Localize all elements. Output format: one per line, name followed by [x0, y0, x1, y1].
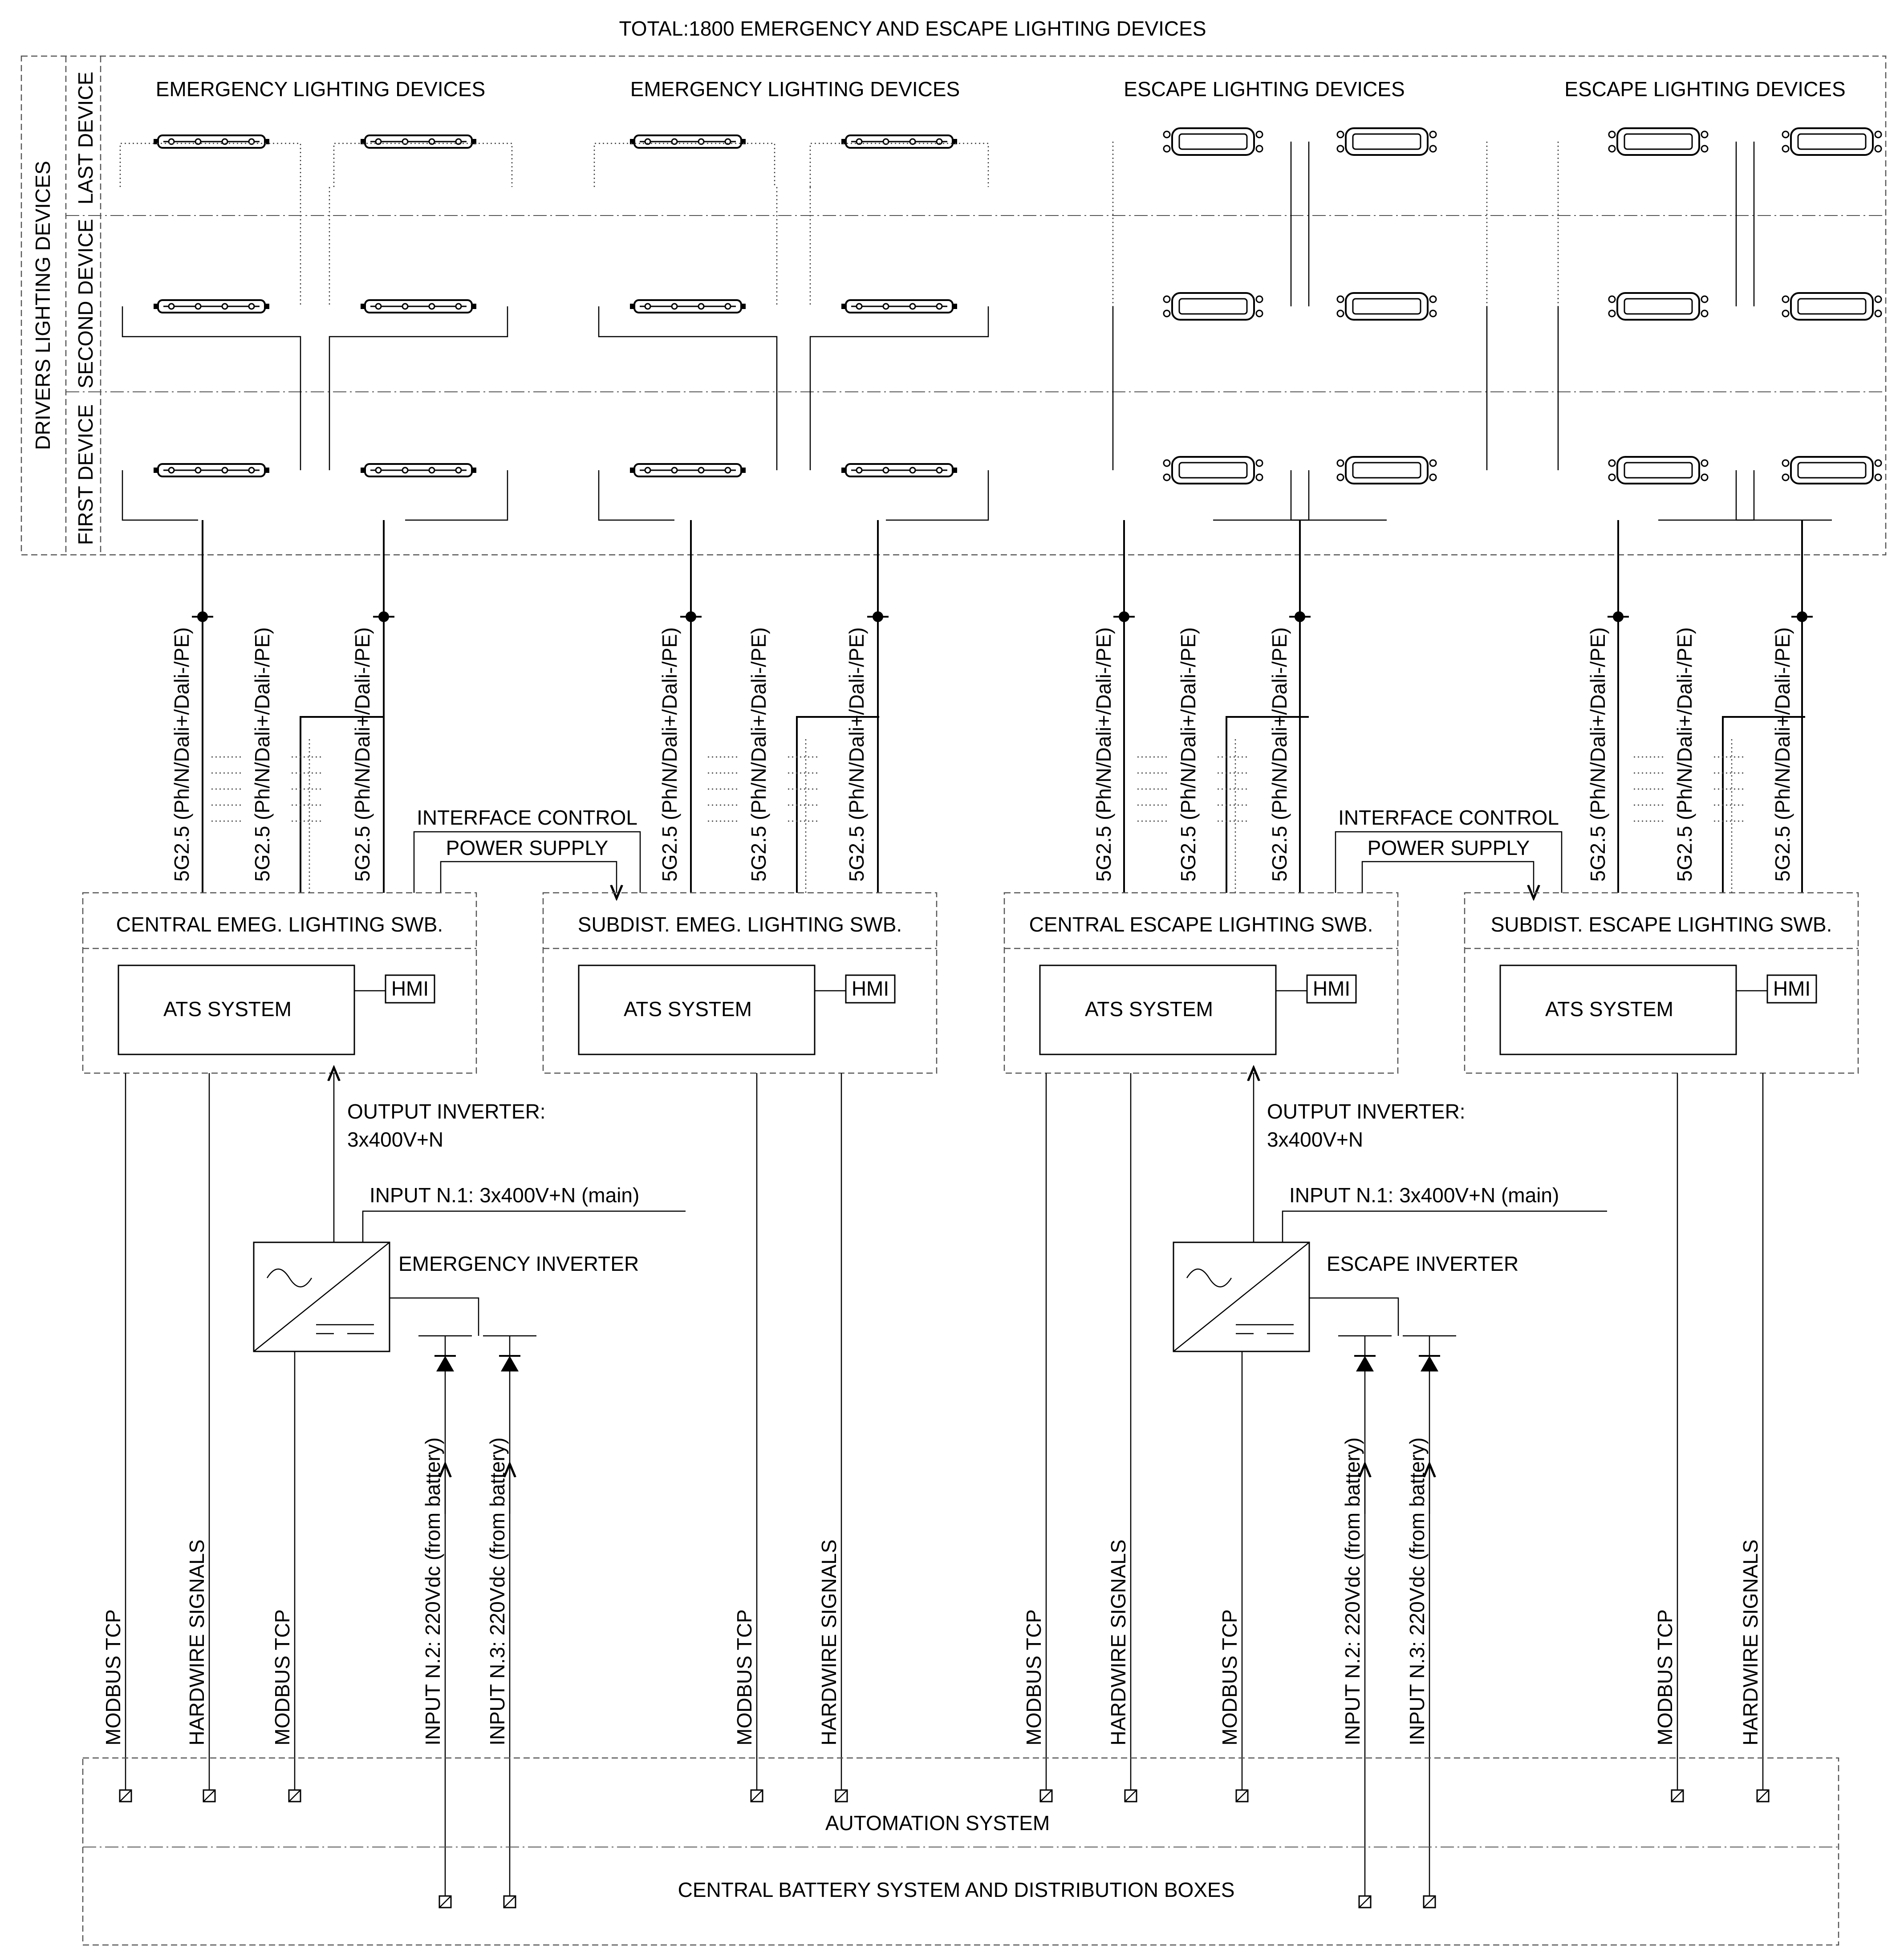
switchboard-3: [1004, 893, 1398, 1073]
signal-label: HARDWIRE SIGNALS: [1739, 1539, 1762, 1745]
cable-label: 5G2.5 (Ph/N/Dali+/Dali-/PE): [351, 627, 374, 882]
hmi-label: HMI: [1312, 977, 1351, 1000]
feeder-4: [845, 520, 889, 893]
escape-light-fixture: [1337, 457, 1436, 484]
cable-label: 5G2.5 (Ph/N/Dali+/Dali-/PE): [747, 627, 770, 882]
cable-label: 5G2.5 (Ph/N/Dali+/Dali-/PE): [658, 627, 681, 882]
input-main-label: INPUT N.1: 3x400V+N (main): [1289, 1184, 1559, 1207]
ats-system-label: ATS SYSTEM: [1085, 997, 1213, 1021]
signal-label: HARDWIRE SIGNALS: [817, 1539, 840, 1745]
switchboard-title: SUBDIST. ESCAPE LIGHTING SWB.: [1490, 913, 1832, 936]
signal-modbus-13: [1653, 1073, 1683, 1802]
signal-input2-11: [1341, 1371, 1371, 1908]
switchboard-title: CENTRAL EMEG. LIGHTING SWB.: [116, 913, 443, 936]
lighting-devices: [120, 128, 1904, 520]
switchboard-2: [543, 893, 937, 1073]
cable-label: 5G2.5 (Ph/N/Dali+/Dali-/PE): [845, 627, 868, 882]
drivers-lighting-devices-label: DRIVERS LIGHTING DEVICES: [31, 161, 54, 450]
hmi-label: HMI: [1773, 977, 1811, 1000]
emergency-light-fixture: [154, 135, 269, 148]
inverters: [254, 1073, 1607, 1371]
escape-light-fixture: [1337, 128, 1436, 155]
escape-light-fixture: [1164, 293, 1263, 320]
feeder-7: [1586, 520, 1629, 893]
cable-label: 5G2.5 (Ph/N/Dali+/Dali-/PE): [1177, 627, 1200, 882]
inverter-label: EMERGENCY INVERTER: [398, 1252, 639, 1275]
escape-light-fixture: [1164, 128, 1263, 155]
feeder-cables: [170, 520, 1813, 893]
escape-light-fixture: [1337, 293, 1436, 320]
signal-label: MODBUS TCP: [1022, 1609, 1045, 1745]
chain-wire-last: [594, 143, 775, 187]
chain-wire-last: [120, 143, 300, 187]
emergency-light-fixture: [154, 464, 269, 476]
feeder-3: [658, 520, 702, 893]
output-inverter-value: 3x400V+N: [1267, 1128, 1364, 1151]
signal-label: HARDWIRE SIGNALS: [185, 1539, 208, 1745]
group-title-4: ESCAPE LIGHTING DEVICES: [1564, 77, 1846, 101]
row-label-last-device: LAST DEVICE: [74, 71, 97, 205]
output-inverter-label: OUTPUT INVERTER:: [1267, 1100, 1466, 1123]
signal-label: INPUT N.2: 220Vdc (from battery): [1341, 1437, 1364, 1745]
ats-system-label: ATS SYSTEM: [624, 997, 752, 1021]
inverter-2: [1173, 1073, 1607, 1371]
feeder-2: [351, 520, 394, 893]
signal-hardwire-9: [1107, 1073, 1137, 1802]
cable-label: 5G2.5 (Ph/N/Dali+/Dali-/PE): [170, 627, 193, 882]
emergency-light-fixture: [841, 135, 957, 148]
signal-modbus-8: [1022, 1073, 1052, 1802]
switchboard-1: [83, 893, 476, 1073]
row-label-second-device: SECOND DEVICE: [74, 219, 97, 389]
interface-control-label-2: INTERFACE CONTROL: [1338, 806, 1559, 829]
hmi-label: HMI: [851, 977, 889, 1000]
signal-input2-4: [421, 1371, 451, 1908]
chain-wire-first: [599, 470, 674, 520]
output-inverter-label: OUTPUT INVERTER:: [347, 1100, 546, 1123]
emergency-light-fixture: [841, 464, 957, 476]
signal-label: INPUT N.3: 220Vdc (from battery): [486, 1437, 509, 1745]
diode-2: [483, 1336, 536, 1371]
signal-label: MODBUS TCP: [101, 1609, 125, 1745]
inverter-label: ESCAPE INVERTER: [1327, 1252, 1519, 1275]
emergency-light-fixture: [361, 464, 476, 476]
output-inverter-value: 3x400V+N: [347, 1128, 444, 1151]
emergency-light-fixture: [361, 300, 476, 313]
group-title-3: ESCAPE LIGHTING DEVICES: [1124, 77, 1405, 101]
switchboards: [83, 893, 1858, 1073]
cable-label: 5G2.5 (Ph/N/Dali+/Dali-/PE): [1673, 627, 1696, 882]
diode-triangle: [501, 1356, 519, 1371]
chain-wire-first: [405, 470, 507, 520]
feeder-1: [170, 520, 213, 893]
input-main-label: INPUT N.1: 3x400V+N (main): [369, 1184, 640, 1207]
interface-control-label-1: INTERFACE CONTROL: [417, 806, 637, 829]
chain-wire-last: [334, 143, 512, 187]
signal-hardwire-2: [185, 1073, 215, 1802]
escape-light-fixture: [1164, 457, 1263, 484]
power-supply-label-1: POWER SUPPLY: [446, 836, 609, 859]
signal-label: INPUT N.2: 220Vdc (from battery): [421, 1437, 444, 1745]
signal-hardwire-7: [817, 1073, 847, 1802]
signal-input3-12: [1405, 1371, 1435, 1908]
escape-light-fixture: [1782, 128, 1881, 155]
cable-label: 5G2.5 (Ph/N/Dali+/Dali-/PE): [1586, 627, 1609, 882]
signal-modbus-3: [271, 1351, 300, 1802]
diode-bus: [1309, 1298, 1398, 1336]
diode-2: [1403, 1336, 1456, 1371]
feeder-6: [1268, 520, 1311, 893]
emergency-light-fixture: [630, 135, 746, 148]
escape-light-fixture: [1782, 293, 1881, 320]
chain-wire-first: [122, 470, 198, 520]
switchboard-title: CENTRAL ESCAPE LIGHTING SWB.: [1029, 913, 1373, 936]
diode-1: [418, 1336, 472, 1371]
signal-label: MODBUS TCP: [271, 1609, 294, 1745]
emergency-light-fixture: [361, 135, 476, 148]
input-main-line: [1283, 1211, 1607, 1242]
power-supply-label-2: POWER SUPPLY: [1367, 836, 1530, 859]
hmi-label: HMI: [391, 977, 429, 1000]
ats-system-label: ATS SYSTEM: [1545, 997, 1673, 1021]
cable-label: 5G2.5 (Ph/N/Dali+/Dali-/PE): [1268, 627, 1291, 882]
chain-wire-second-first: [122, 306, 300, 470]
chain-wire-second-first: [810, 306, 988, 470]
diagram-title: TOTAL:1800 EMERGENCY AND ESCAPE LIGHTING DEVICES: [619, 17, 1206, 40]
cable-label: 5G2.5 (Ph/N/Dali+/Dali-/PE): [1771, 627, 1794, 882]
feeder-5: [1092, 520, 1135, 893]
switchboard-4: [1465, 893, 1858, 1073]
escape-light-fixture: [1782, 457, 1881, 484]
signal-label: MODBUS TCP: [733, 1609, 756, 1745]
diode-1: [1338, 1336, 1392, 1371]
feeder-8: [1771, 520, 1813, 893]
diode-triangle: [1421, 1356, 1438, 1371]
signal-modbus-1: [101, 1073, 131, 1802]
escape-light-fixture: [1609, 457, 1708, 484]
signal-modbus-6: [733, 1073, 763, 1802]
ats-system-label: ATS SYSTEM: [163, 997, 292, 1021]
escape-light-fixture: [1609, 293, 1708, 320]
chain-wire-second-first: [599, 306, 777, 470]
chain-wire-second-first: [329, 306, 507, 470]
signal-hardwire-14: [1739, 1073, 1769, 1802]
group-title-2: EMERGENCY LIGHTING DEVICES: [630, 77, 960, 101]
battery-system-label: CENTRAL BATTERY SYSTEM AND DISTRIBUTION BOXES: [678, 1878, 1235, 1901]
signal-modbus-10: [1218, 1351, 1248, 1802]
diode-triangle: [436, 1356, 454, 1371]
automation-system-label: AUTOMATION SYSTEM: [825, 1811, 1050, 1835]
signal-label: MODBUS TCP: [1218, 1609, 1241, 1745]
emergency-light-fixture: [154, 300, 269, 313]
signal-label: MODBUS TCP: [1653, 1609, 1677, 1745]
signal-label: INPUT N.3: 220Vdc (from battery): [1405, 1437, 1429, 1745]
cable-label: 5G2.5 (Ph/N/Dali+/Dali-/PE): [1092, 627, 1115, 882]
bottom-systems-frame: [83, 1758, 1839, 1945]
escape-light-fixture: [1609, 128, 1708, 155]
inverter-1: [254, 1073, 686, 1371]
emergency-light-fixture: [630, 300, 746, 313]
group-title-1: EMERGENCY LIGHTING DEVICES: [155, 77, 486, 101]
row-label-first-device: FIRST DEVICE: [74, 404, 97, 545]
diode-bus: [390, 1298, 479, 1336]
switchboard-title: SUBDIST. EMEG. LIGHTING SWB.: [577, 913, 902, 936]
chain-wire-first: [886, 470, 988, 520]
signal-label: HARDWIRE SIGNALS: [1107, 1539, 1130, 1745]
diode-triangle: [1356, 1356, 1374, 1371]
signal-input3-5: [486, 1371, 516, 1908]
input-main-line: [363, 1211, 686, 1242]
emergency-light-fixture: [630, 464, 746, 476]
chain-wire-last: [810, 143, 988, 187]
cable-label: 5G2.5 (Ph/N/Dali+/Dali-/PE): [251, 627, 274, 882]
emergency-light-fixture: [841, 300, 957, 313]
